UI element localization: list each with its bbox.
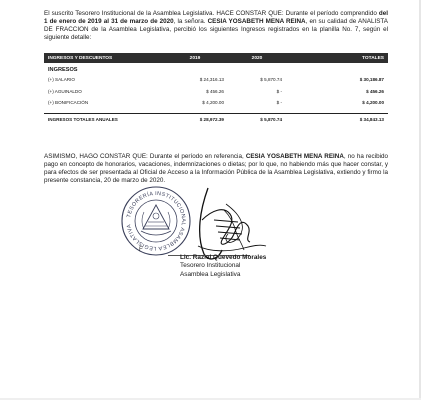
- intro-text-c: , en su calidad de ANALISTA DE FRACCION de la Asamblea Legislativa, percibió los siguientes Ingresos registrados en la planilla No. 7, según el siguiente detalle:: [44, 18, 389, 42]
- signer-title: Tesorero Institucional: [180, 262, 241, 270]
- grand-total: $ 34,843.13: [286, 114, 388, 126]
- header-2019: 2019: [189, 55, 201, 61]
- row-total: $ 456.26: [366, 88, 384, 94]
- intro-paragraph: [44, 10, 388, 42]
- row-label: (+) AGUINALDO: [48, 88, 82, 94]
- total-2020: $ 5,870.74: [228, 114, 286, 126]
- header-2020: 2020: [251, 55, 263, 61]
- signer-block: [180, 254, 266, 279]
- section-row: [44, 63, 388, 74]
- intro-text-a: El suscrito Tesorero Institucional de la Asamblea Legislativa. HACE CONSTAR QUE: Durante el período comprendido: [44, 10, 379, 17]
- row-total: $ 30,186.87: [359, 77, 384, 83]
- statement-text-a: ASIMISMO, HAGO CONSTAR QUE: Durante el período en referencia,: [44, 153, 246, 160]
- header-total: TOTALES: [362, 55, 384, 61]
- intro-text-b: , la señora.: [173, 18, 208, 26]
- total-row: [44, 114, 388, 126]
- seal-ring-text: TESORERÍA INSTITUCIONAL ASAMBLEA LEGISLATIVA: [126, 190, 187, 252]
- table-row: [44, 74, 388, 86]
- statement-text-b: , no ha recibido pago en concepto de honorarios, vacaciones, indemnizaciones o dietas; por lo que, no habiendo más que hacer constar, y para efectos de ser presentada al Oficial de Acceso a la Información Pública de la Asamblea Legislativa, extiendo y firmo la presente constancia, 20 de marzo de 2020.: [44, 153, 389, 185]
- income-table-header: [44, 53, 388, 63]
- table-row: [44, 97, 388, 109]
- table-row: [44, 86, 388, 98]
- intro-employee-name: CESIA YOSABETH MENA REINA: [207, 18, 306, 26]
- row-total: $ 4,200.00: [362, 100, 384, 106]
- row-2020: $ 5,870.74: [260, 77, 282, 83]
- row-2019: $ 456.26: [206, 88, 224, 94]
- row-2020: $ -: [276, 100, 282, 106]
- signature-f-mark: F: [139, 247, 143, 253]
- header-desc: INGRESOS Y DESCUENTOS: [48, 55, 113, 61]
- statement-employee-name: CESIA YOSABETH MENA REINA: [245, 153, 344, 160]
- signer-org: Asamblea Legislativa: [180, 270, 241, 278]
- row-2019: $ 4,200.00: [202, 100, 224, 106]
- section-label: INGRESOS: [48, 66, 78, 73]
- row-label: (+) SALARIO: [48, 77, 75, 83]
- total-label: INGRESOS TOTALES ANUALES: [44, 114, 162, 126]
- intro-period: del 1 de enero de 2019 al 31 de marzo de 2020: [44, 10, 388, 26]
- signer-name: Lic. Raziel Quevedo Morales: [180, 254, 267, 261]
- total-2019: $ 28,972.39: [162, 114, 228, 126]
- row-2020: $ -: [276, 88, 282, 94]
- row-2019: $ 24,316.13: [199, 77, 224, 83]
- income-table: [44, 53, 388, 126]
- row-label: (+) BONIFICACIÓN: [48, 100, 89, 106]
